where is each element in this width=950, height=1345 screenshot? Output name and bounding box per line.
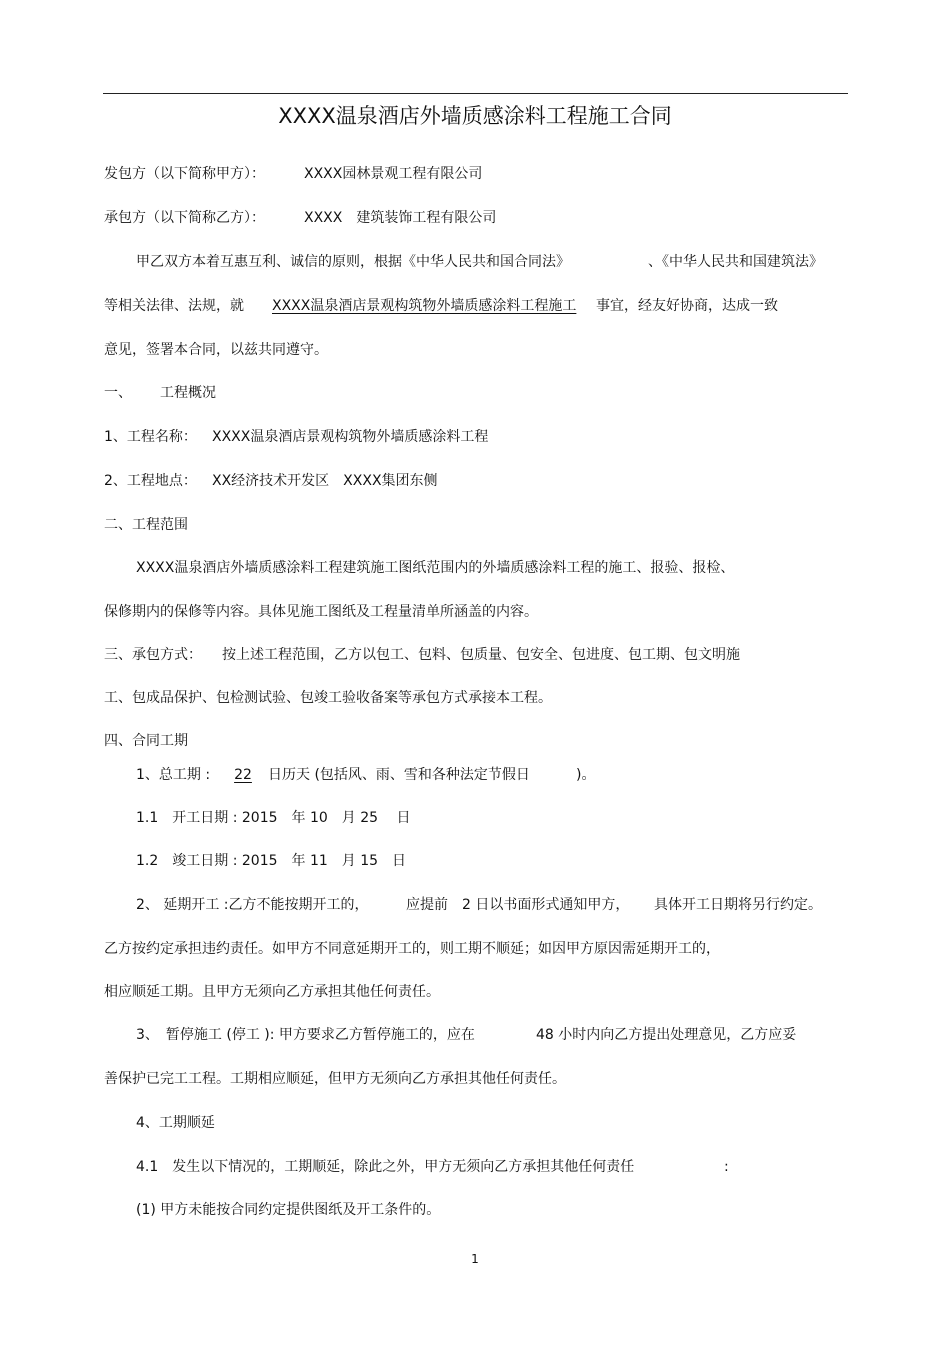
project-name-value: XXXX温泉酒店景观构筑物外墙质感涂料工程 (212, 429, 489, 445)
delay-line-1b: 应提前 2 日以书面形式通知甲方， (406, 897, 630, 913)
pause-line-2: 善保护已完工工程。工期相应顺延，但甲方无须向乙方承担其他任何责任。 (104, 1071, 566, 1087)
delay-line-1c: 具体开工日期将另行约定。 (654, 897, 822, 913)
project-name-underlined: XXXX温泉酒店景观构筑物外墙质感涂料工程施工 (272, 298, 577, 314)
header-rule (103, 93, 848, 94)
intro-line-3: 意见，签署本合同，以兹共同遵守。 (104, 342, 328, 358)
intro-line-2c: 事宜，经友好协商，达成一致 (596, 298, 778, 314)
contract-mode-line-2: 工、包成品保护、包检测试验、包竣工验收备案等承包方式承接本工程。 (104, 690, 552, 706)
pause-line-1a: 3、 暂停施工 (停工 ): 甲方要求乙方暂停施工的，应在 (136, 1027, 475, 1043)
total-period-close: )。 (576, 767, 596, 783)
intro-line-2a: 等相关法律、法规，就 (104, 298, 244, 314)
party-a-value: XXXX园林景观工程有限公司 (304, 166, 483, 182)
party-a-label: 发包方（以下简称甲方）： (104, 166, 265, 182)
extension-item-1: (1) 甲方未能按合同约定提供图纸及开工条件的。 (136, 1202, 441, 1218)
completion-date: 1.2 竣工日期 : 2015 年 11 月 15 日 (136, 853, 407, 869)
start-date: 1.1 开工日期 : 2015 年 10 月 25 日 (136, 810, 411, 826)
contract-mode-line-1: 按上述工程范围，乙方以包工、包料、包质量、包安全、包进度、包工期、包文明施 (222, 647, 740, 663)
project-name-label: 1、工程名称： (104, 429, 197, 445)
scope-line-1: XXXX温泉酒店外墙质感涂料工程建筑施工图纸范围内的外墙质感涂料工程的施工、报验、报检、 (136, 560, 735, 576)
page-number: 1 (471, 1252, 479, 1266)
delay-line-3: 相应顺延工期。且甲方无须向乙方承担其他任何责任。 (104, 984, 440, 1000)
section-3-label: 三、承包方式： (104, 647, 202, 663)
party-b-value: XXXX 建筑装饰工程有限公司 (304, 210, 497, 226)
section-1-heading: 工程概况 (160, 385, 216, 401)
section-1-number: 一、 (104, 385, 132, 401)
total-period-label: 1、总工期 : (136, 767, 211, 783)
extension-clause-colon: : (724, 1159, 729, 1175)
total-days-value: 22 (234, 767, 252, 783)
extension-clause-4-1: 4.1 发生以下情况的，工期顺延，除此之外，甲方无须向乙方承担其他任何责任 (136, 1159, 635, 1175)
document-title: XXXX温泉酒店外墙质感涂料工程施工合同 (278, 104, 672, 128)
total-period-text: 日历天 (包括风、雨、雪和各种法定节假日 (268, 767, 530, 783)
intro-line-1a: 甲乙双方本着互惠互利、诚信的原则，根据《中华人民共和国合同法》 (136, 254, 570, 270)
project-location-value: XX经济技术开发区 XXXX集团东侧 (212, 473, 438, 489)
pause-line-1b: 48 小时内向乙方提出处理意见，乙方应妥 (536, 1027, 797, 1043)
section-4-heading: 四、合同工期 (104, 733, 188, 749)
section-2-heading: 二、工程范围 (104, 517, 188, 533)
party-b-label: 承包方（以下简称乙方）： (104, 210, 265, 226)
delay-line-2: 乙方按约定承担违约责任。如甲方不同意延期开工的，则工期不顺延；如因甲方原因需延期开工的， (104, 941, 720, 957)
intro-line-1b: 、《中华人民共和国建筑法》 (648, 254, 823, 270)
extension-heading: 4、工期顺延 (136, 1115, 215, 1131)
project-location-label: 2、工程地点： (104, 473, 197, 489)
delay-line-1a: 2、 延期开工 :乙方不能按期开工的， (136, 897, 369, 913)
scope-line-2: 保修期内的保修等内容。具体见施工图纸及工程量清单所涵盖的内容。 (104, 604, 538, 620)
